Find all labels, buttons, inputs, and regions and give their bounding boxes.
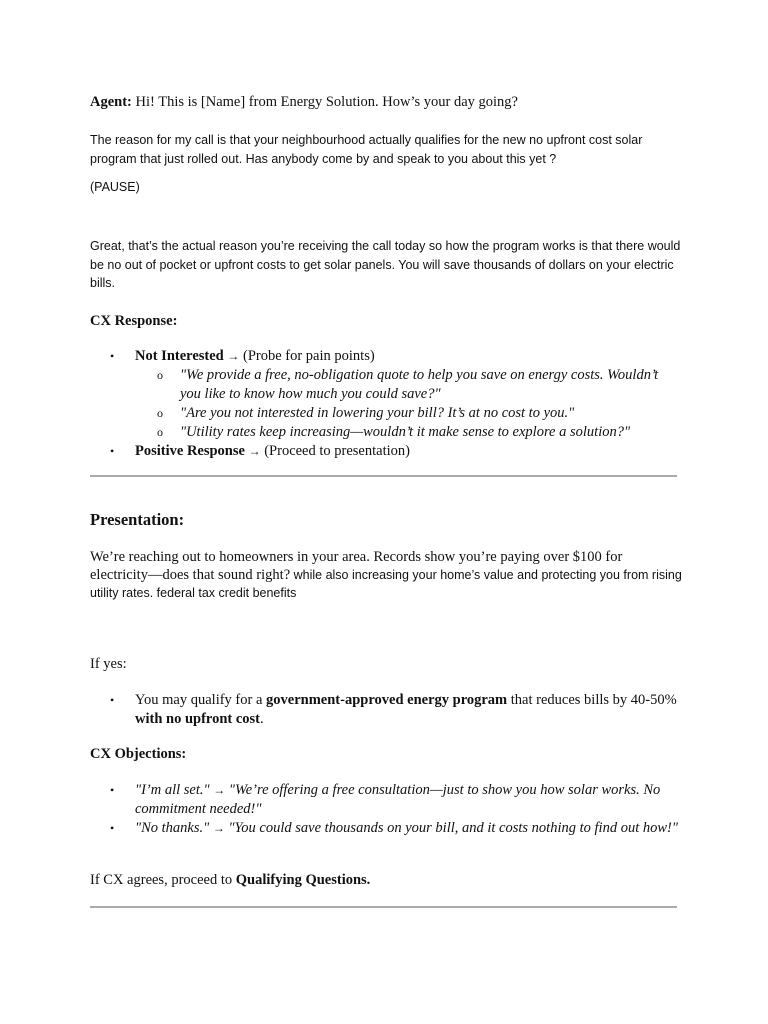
bullet-dot: •: [110, 693, 115, 707]
presentation-line-2b: while also increasing your home’s value and protecting you from rising utility rates. federal tax credit benefits: [90, 568, 682, 600]
presentation-text: [90, 548, 682, 602]
pause-note: (PAUSE): [90, 180, 140, 194]
bullet-dot: •: [110, 821, 115, 835]
not-interested-label: Not Interested: [135, 348, 224, 364]
list-item: [90, 819, 680, 838]
qualify-end: .: [260, 711, 264, 727]
qualifying-questions: Qualifying Questions.: [235, 872, 371, 888]
bullet-circle: o: [157, 406, 163, 420]
list-item: [90, 404, 680, 423]
positive-response-label: Positive Response: [135, 443, 245, 459]
cx-response-list: [90, 347, 680, 461]
bullet-dot: •: [110, 349, 115, 363]
section-divider: [90, 475, 677, 477]
cx-objections-heading-text: CX Objections:: [90, 746, 187, 762]
call-reason: The reason for my call is that your neighbourhood actually qualifies for the new no upfront cost solar program that just rolled out. Has anybody come by and speak to you about this yet ?: [90, 133, 643, 166]
probe-line-3: "Utility rates keep increasing—wouldn’t it make sense to explore a solution?": [180, 424, 631, 440]
not-interested-note: (Probe for pain points): [239, 348, 375, 364]
reply-1: "We’re offering a free consultation—just to show you how solar works. No commitment needed!": [135, 782, 661, 817]
list-item: [90, 442, 680, 461]
presentation-line-1: We’re reaching out to homeowners in your area. Records show you’re paying over $100 for: [90, 549, 623, 565]
presentation-line-2: electricity—does that sound right?: [90, 567, 291, 583]
list-item: [90, 781, 680, 819]
list-item: [90, 347, 680, 366]
reply-2: "You could save thousands on your bill, and it costs nothing to find out how!": [224, 820, 678, 836]
presentation-heading: Presentation:: [90, 510, 185, 529]
arrow-icon: →: [248, 444, 261, 458]
if-yes: If yes:: [90, 656, 127, 672]
agent-label: Agent:: [90, 94, 132, 110]
bullet-circle: o: [157, 368, 163, 382]
cx-objections-heading: [90, 745, 680, 764]
agent-line: Hi! This is [Name] from Energy Solution. How’s your day going?: [131, 94, 518, 110]
qualify-pre: You may qualify for a: [135, 692, 267, 708]
probe-line-2: "Are you not interested in lowering your bill? It’s at no cost to you.": [180, 405, 575, 421]
objection-1: "I’m all set.": [135, 782, 210, 798]
cx-response-heading: [90, 312, 680, 331]
bullet-circle: o: [157, 425, 163, 439]
section-divider: [90, 906, 677, 908]
objection-2: "No thanks.": [135, 820, 210, 836]
qualify-bold-2: with no upfront cost: [135, 711, 261, 727]
bullet-dot: •: [110, 783, 115, 797]
qualify-bold: government-approved energy program: [266, 692, 508, 708]
qualify-mid: that reduces bills by 40-50%: [507, 692, 677, 708]
bullet-dot: •: [110, 444, 115, 458]
qualify-list: [90, 691, 680, 729]
agent-intro: [90, 93, 680, 112]
arrow-icon: →: [212, 821, 225, 835]
arrow-icon: →: [227, 349, 240, 363]
objections-list: [90, 781, 680, 838]
list-item: [90, 423, 680, 442]
agree-pre: If CX agrees, proceed to: [90, 872, 236, 888]
list-item: [90, 366, 680, 404]
program-explanation: Great, that’s the actual reason you’re receiving the call today so how the program works is that there would be no out of pocket or upfront costs to get solar panels. You will save thousands of dollars on your electric bills.: [90, 239, 681, 290]
cx-response-heading-text: CX Response:: [90, 313, 178, 329]
cx-agrees: [90, 871, 680, 890]
list-item: [90, 691, 680, 729]
probe-line-1: "We provide a free, no-obligation quote to help you save on energy costs. Wouldn’t you like to know how much you could save?": [180, 367, 659, 402]
arrow-icon: →: [213, 783, 226, 797]
positive-response-note: (Proceed to presentation): [260, 443, 410, 459]
